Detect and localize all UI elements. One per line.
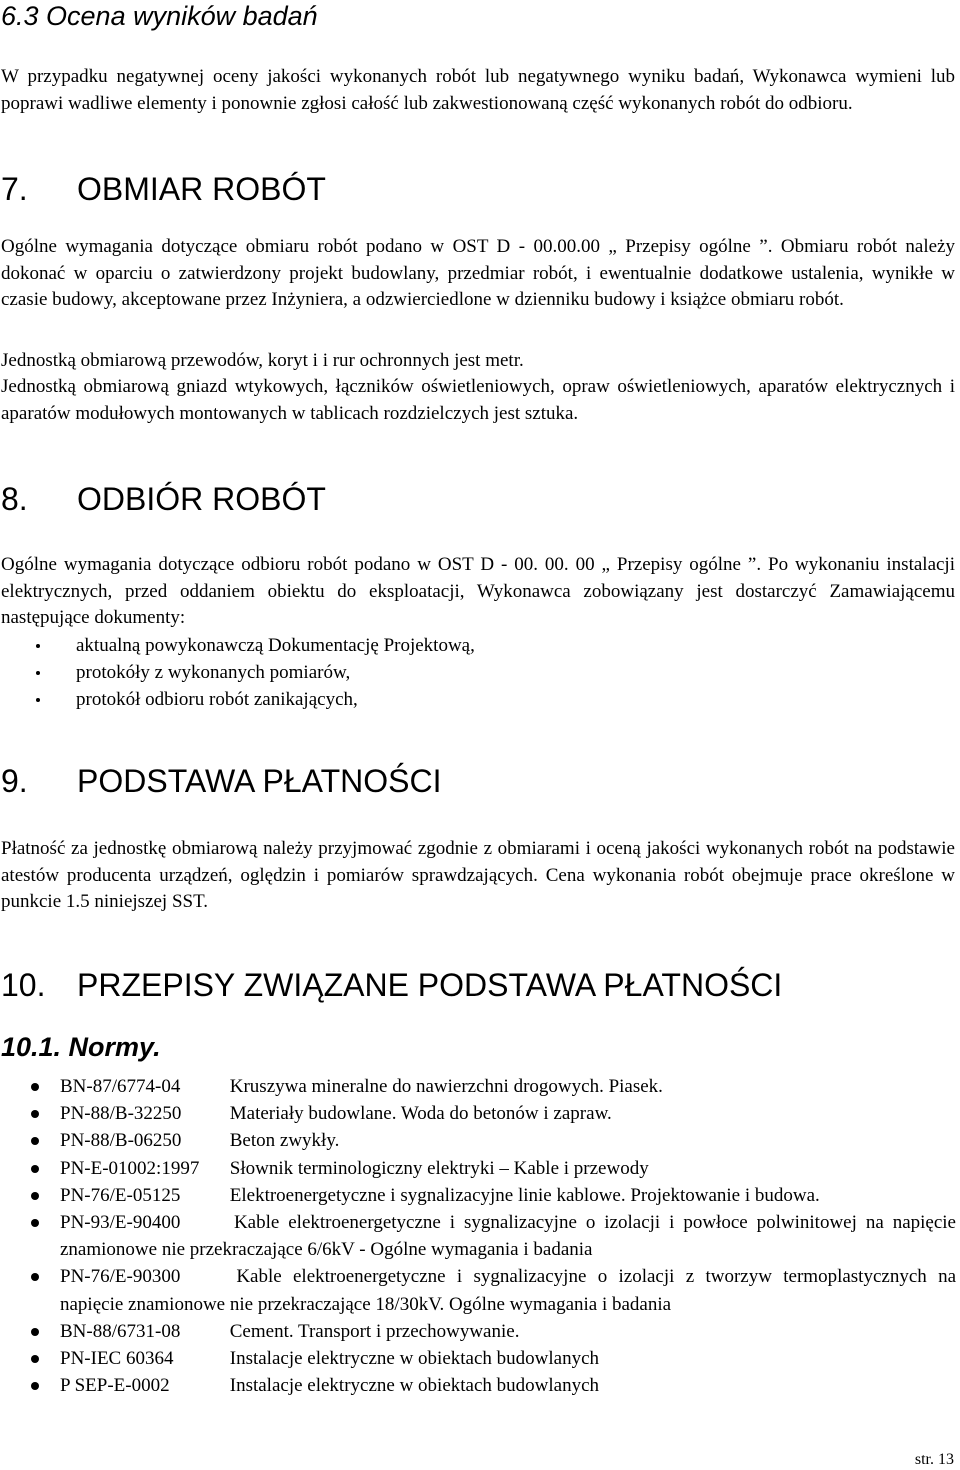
list-item: aktualną powykonawczą Dokumentację Projektową, <box>0 632 955 659</box>
norm-description: Instalacje elektryczne w obiektach budowlanych <box>229 1348 600 1370</box>
section-10-number: 10. <box>1 967 46 1003</box>
norm-code: PN-88/B-32250 <box>60 1103 182 1125</box>
section-9-number: 9. <box>1 763 28 799</box>
norm-description: Kable elektroenergetyczne i sygnalizacyjne o izolacji z tworzyw termoplastycznych na napięcie znamionowe nie przekraczające 18/30kV. Ogólne wymagania i badania <box>60 1266 957 1315</box>
norm-item <box>0 1345 956 1372</box>
norm-code: PN-76/E-90300 <box>60 1266 181 1288</box>
norm-description: Cement. Transport i przechowywanie. <box>229 1320 520 1342</box>
norm-item <box>0 1263 956 1317</box>
norm-code: PN-E-01002:1997 <box>60 1157 200 1179</box>
section-7-paragraph-2: Jednostką obmiarową przewodów, koryt i i rur ochronnych jest metr. <box>1 350 524 371</box>
norm-description: Materiały budowlane. Woda do betonów i zapraw. <box>229 1103 612 1125</box>
section-7-number: 7. <box>1 171 28 207</box>
norm-code: BN-88/6731-08 <box>60 1320 181 1342</box>
norm-description: Kable elektroenergetyczne i sygnalizacyjne o izolacji i powłoce polwinitowej na napięcie znamionowe nie przekraczające 6/6kV - Ogólne wymagania i badania <box>60 1212 956 1261</box>
norm-item <box>0 1318 956 1345</box>
norm-description: Kruszywa mineralne do nawierzchni drogowych. Piasek. <box>229 1076 663 1097</box>
norms-list <box>0 1073 956 1399</box>
section-10-1-heading: 10.1. Normy. <box>1 1032 161 1062</box>
norm-code: BN-87/6774-04 <box>60 1076 181 1097</box>
section-7-paragraph-1: Ogólne wymagania dotyczące obmiaru robót podano w OST D - 00.00.00 „ Przepisy ogólne ”. Obmiaru robót należy dokonać w oparciu o zatwierdzony projekt budowlany, przedmiar robót, i ewentualnie dodatkowe ustalenia, wynikłe w czasie budowy, akceptowane przez Inżyniera, a odzwierciedlone w dzienniku budowy i książce obmiaru robót. <box>1 236 955 310</box>
section-9-paragraph: Płatność za jednostkę obmiarową należy przyjmować zgodnie z obmiarami i oceną jakości wykonanych robót na podstawie atestów producenta urządzeń, oględzin i pomiarów sprawdzających. Cena wykonania robót obejmuje prace określone w punkcie 1.5 niniejszej SST. <box>1 838 955 912</box>
section-8-heading <box>1 480 326 518</box>
norm-code: PN-76/E-05125 <box>60 1184 181 1206</box>
section-9-title: PODSTAWA PŁATNOŚCI <box>77 763 442 799</box>
norm-description: Słownik terminologiczny elektryki – Kable i przewody <box>229 1157 649 1179</box>
norm-item <box>0 1372 956 1399</box>
section-10-title: PRZEPISY ZWIĄZANE PODSTAWA PŁATNOŚCI <box>77 967 783 1003</box>
section-10-heading <box>1 966 782 1004</box>
norm-code: PN-88/B-06250 <box>60 1130 182 1152</box>
norm-description: Instalacje elektryczne w obiektach budowlanych <box>229 1375 600 1397</box>
section-7-paragraph-3: Jednostką obmiarową gniazd wtykowych, łączników oświetleniowych, opraw oświetleniowych, aparatów elektrycznych i aparatów modułowych montowanych w tablicach rozdzielczych jest sztuka. <box>1 376 955 424</box>
norm-item <box>0 1127 956 1154</box>
norm-description: Elektroenergetyczne i sygnalizacyjne linie kablowe. Projektowanie i budowa. <box>229 1184 820 1206</box>
norm-item <box>0 1100 956 1127</box>
page-number: str. 13 <box>914 1451 954 1468</box>
section-6-3-heading: 6.3 Ocena wyników badań <box>1 1 318 31</box>
section-8-number: 8. <box>1 481 28 517</box>
section-7-heading <box>1 170 326 208</box>
norm-item <box>0 1073 956 1100</box>
norm-description: Beton zwykły. <box>229 1130 340 1152</box>
section-8-paragraph: Ogólne wymagania dotyczące odbioru robót podano w OST D - 00. 00. 00 „ Przepisy ogólne ”. Po wykonaniu instalacji elektrycznych, przed oddaniem obiektu do eksploatacji, Wykonawca zobowiązany jest dostarczyć Zamawiającemu następujące dokumenty: <box>1 554 955 628</box>
list-item: protokół odbioru robót zanikających, <box>0 686 955 713</box>
section-9-heading <box>1 762 442 800</box>
norm-item <box>0 1209 956 1263</box>
section-6-3-paragraph: W przypadku negatywnej oceny jakości wykonanych robót lub negatywnego wyniku badań, Wykonawca wymieni lub poprawi wadliwe elementy i ponownie zgłosi całość lub zakwestionowaną część wykonanych robót do odbioru. <box>1 66 955 114</box>
section-8-title: ODBIÓR ROBÓT <box>77 481 326 517</box>
section-7-title: OBMIAR ROBÓT <box>77 171 326 207</box>
section-8-document-list <box>0 632 955 713</box>
norm-item <box>0 1155 956 1182</box>
norm-item <box>0 1182 956 1209</box>
norm-code: P SEP-E-0002 <box>60 1375 170 1397</box>
norm-code: PN-IEC 60364 <box>60 1348 174 1370</box>
list-item: protokóły z wykonanych pomiarów, <box>0 659 955 686</box>
norm-code: PN-93/E-90400 <box>60 1212 181 1234</box>
